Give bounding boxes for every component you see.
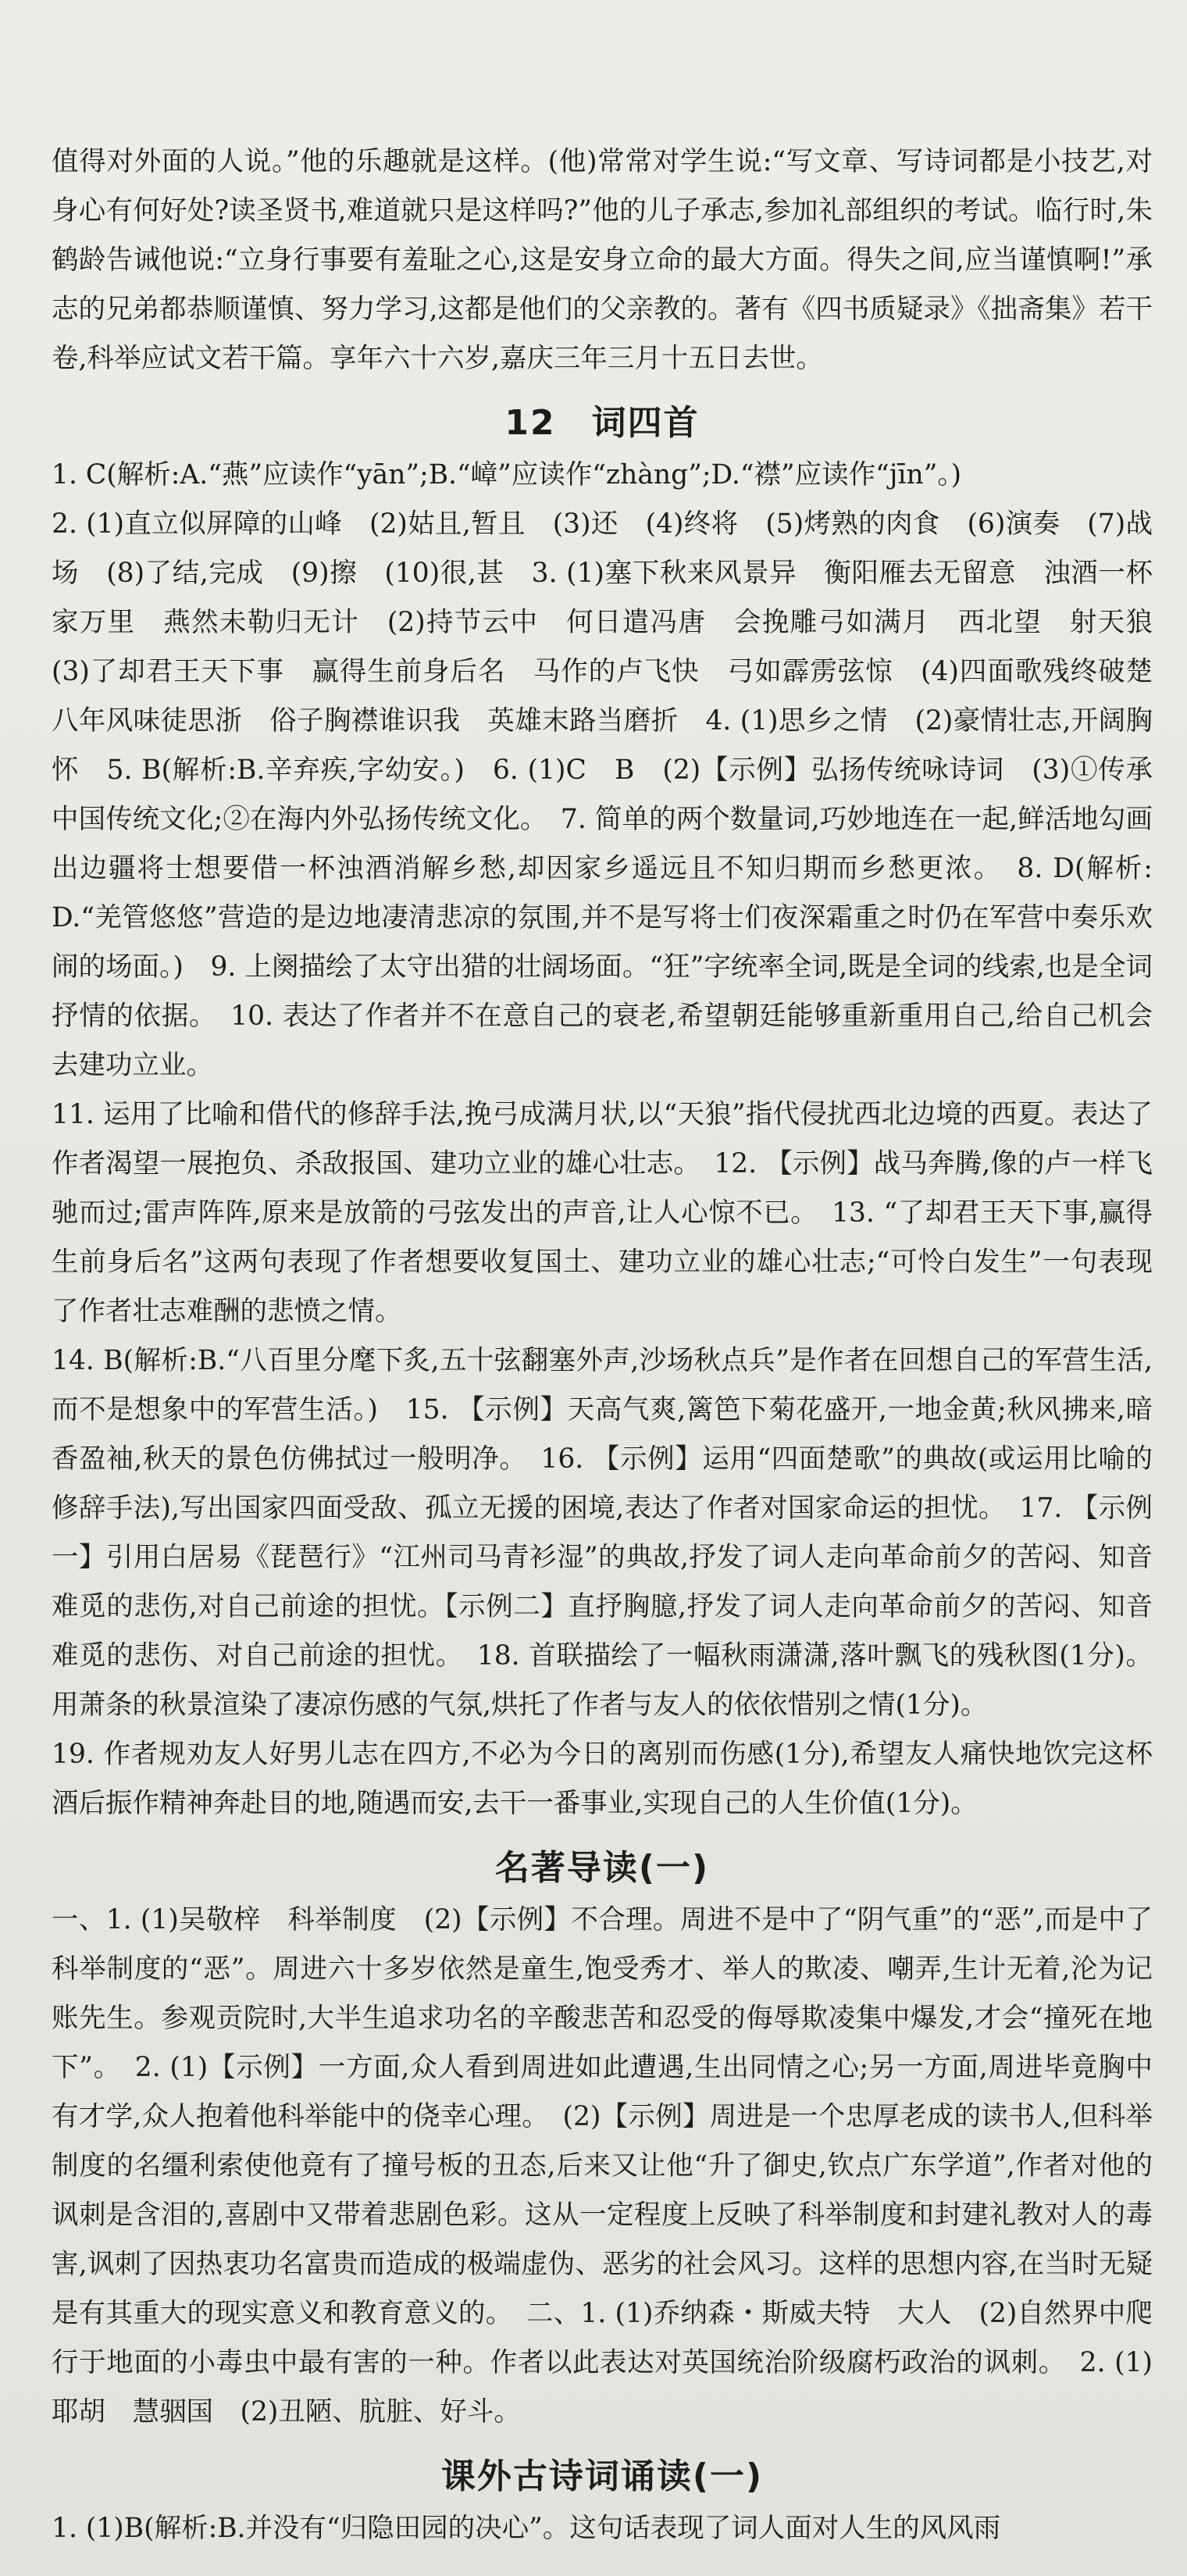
answer-paragraph: 1. (1)B(解析:B.并没有“归隐田园的决心”。这句话表现了词人面对人生的风风雨	[52, 2513, 1001, 2544]
section-title-mingzhu-daodu: 名著导读(一)	[494, 1848, 710, 1888]
answer-paragraph: 一、1. (1)吴敬梓 科举制度 (2)【示例】不合理。周进不是中了“阴气重”的“恶”,而是中了科举制度的“恶”。周进六十多岁依然是童生,饱受秀才、举人的欺凌、嘲弄,生计无着,沦为记账先生。参观贡院时,大半生追求功名的辛酸悲苦和忍受的侮辱欺凌集中爆发,才会“撞死在地下”。 2. (1)【示例】一方面,众人看到周进如此遭遇,生出同情之心;另一方面,周进毕竟胸中有才学,众人抱着他科举能中的侥幸心理。 (2)【示例】周进是一个忠厚老成的读书人,但科举制度的名缰利索使他竟有了撞号板的丑态,后来又让他“升了御史,钦点广东学道”,作者对他的讽刺是含泪的,喜剧中又带着悲剧色彩。这从一定程度上反映了科举制度和封建礼教对人的毒害,讽刺了因热衷功名富贵而造成的极端虚伪、恶劣的社会风习。这样的思想内容,在当时无疑是有其重大的现实意义和教育意义的。 二、1. (1)乔纳森・斯威夫特 大人 (2)自然界中爬行于地面的小毒虫中最有害的一种。作者以此表达对英国统治阶级腐朽政治的讽刺。 2. (1)耶胡 慧骃国 (2)丑陋、肮脏、好斗。	[52, 1904, 1153, 2428]
section-title-kewai-gushici: 课外古诗词诵读(一)	[440, 2456, 764, 2496]
answer-paragraph: 1. C(解析:A.“燕”应读作“yān”;B.“嶂”应读作“zhàng”;D.“襟”应读作“jīn”。)	[52, 459, 962, 491]
answer-paragraph: 14. B(解析:B.“八百里分麾下炙,五十弦翻塞外声,沙场秋点兵”是作者在回想自己的军营生活,而不是想象中的军营生活。) 15. 【示例】天高气爽,篱笆下菊花盛开,一地金黄;秋风拂来,暗香盈袖,秋天的景色仿佛拭过一般明净。 16. 【示例】运用“四面楚歌”的典故(或运用比喻的修辞手法),写出国家四面受敌、孤立无援的困境,表达了作者对国家命运的担忧。 17. 【示例一】引用白居易《琵琶行》“江州司马青衫湿”的典故,抒发了词人走向革命前夕的苦闷、知音难觅的悲伤,对自己前途的担忧。【示例二】直抒胸臆,抒发了词人走向革命前夕的苦闷、知音难觅的悲伤、对自己前途的担忧。 18. 首联描绘了一幅秋雨潇潇,落叶飘飞的残秋图(1分)。用萧条的秋景渲染了凄凉伤感的气氛,烘托了作者与友人的依依惜别之情(1分)。	[52, 1345, 1153, 1721]
answer-paragraph: 2. (1)直立似屏障的山峰 (2)姑且,暂且 (3)还 (4)终将 (5)烤熟的肉食 (6)演奏 (7)战场 (8)了结,完成 (9)擦 (10)很,甚 3. (1)塞下秋来风景异 衡阳雁去无留意 浊酒一杯家万里 燕然未勒归无计 (2)持节云中 何日遣冯唐 会挽雕弓如满月 西北望 射天狼 (3)了却君王天下事 赢得生前身后名 马作的卢飞快 弓如霹雳弦惊 (4)四面歌残终破楚 八年风味徒思浙 俗子胸襟谁识我 英雄末路当磨折 4. (1)思乡之情 (2)豪情壮志,开阔胸怀 5. B(解析:B.辛弃疾,字幼安。) 6. (1)C B (2)【示例】弘扬传统咏诗词 (3)①传承中国传统文化;②在海内外弘扬传统文化。 7. 简单的两个数量词,巧妙地连在一起,鲜活地勾画出边疆将士想要借一杯浊酒消解乡愁,却因家乡遥远且不知归期而乡愁更浓。 8. D(解析:D.“羌管悠悠”营造的是边地凄清悲凉的氛围,并不是写将士们夜深霜重之时仍在军营中奏乐欢闹的场面。) 9. 上阕描绘了太守出猎的壮阔场面。“狂”字统率全词,既是全词的线索,也是全词抒情的依据。 10. 表达了作者并不在意自己的衰老,希望朝廷能够重新重用自己,给自己机会去建功立业。	[52, 508, 1180, 1081]
answer-paragraph: 19. 作者规劝友人好男儿志在四方,不必为今日的离别而伤感(1分),希望友人痛快地饮完这杯酒后振作精神奔赴目的地,随遇而安,去干一番事业,实现自己的人生价值(1分)。	[52, 1739, 1153, 1819]
section-title-ci-si-shou: 12 词四首	[504, 403, 700, 443]
answer-paragraph: 11. 运用了比喻和借代的修辞手法,挽弓成满月状,以“天狼”指代侵扰西北边境的西夏。表达了作者渴望一展抱负、杀敌报国、建功立业的雄心壮志。 12. 【示例】战马奔腾,像的卢一样飞驰而过;雷声阵阵,原来是放箭的弓弦发出的声音,让人心惊不已。 13. “了却君王天下事,赢得生前身后名”这两句表现了作者想要收复国土、建功立业的雄心壮志;“可怜白发生”一句表现了作者壮志难酬的悲愤之情。	[52, 1099, 1153, 1327]
intro-paragraph: 值得对外面的人说。”他的乐趣就是这样。(他)常常对学生说:“写文章、写诗词都是小技艺,对身心有何好处?读圣贤书,难道就只是这样吗?”他的儿子承志,参加礼部组织的考试。临行时,朱鹤龄告诫他说:“立身行事要有羞耻之心,这是安身立命的最大方面。得失之间,应当谨慎啊!”承志的兄弟都恭顺谨慎、努力学习,这都是他们的父亲教的。著有《四书质疑录》《拙斋集》若干卷,科举应试文若干篇。享年六十六岁,嘉庆三年三月十五日去世。	[52, 146, 1153, 374]
